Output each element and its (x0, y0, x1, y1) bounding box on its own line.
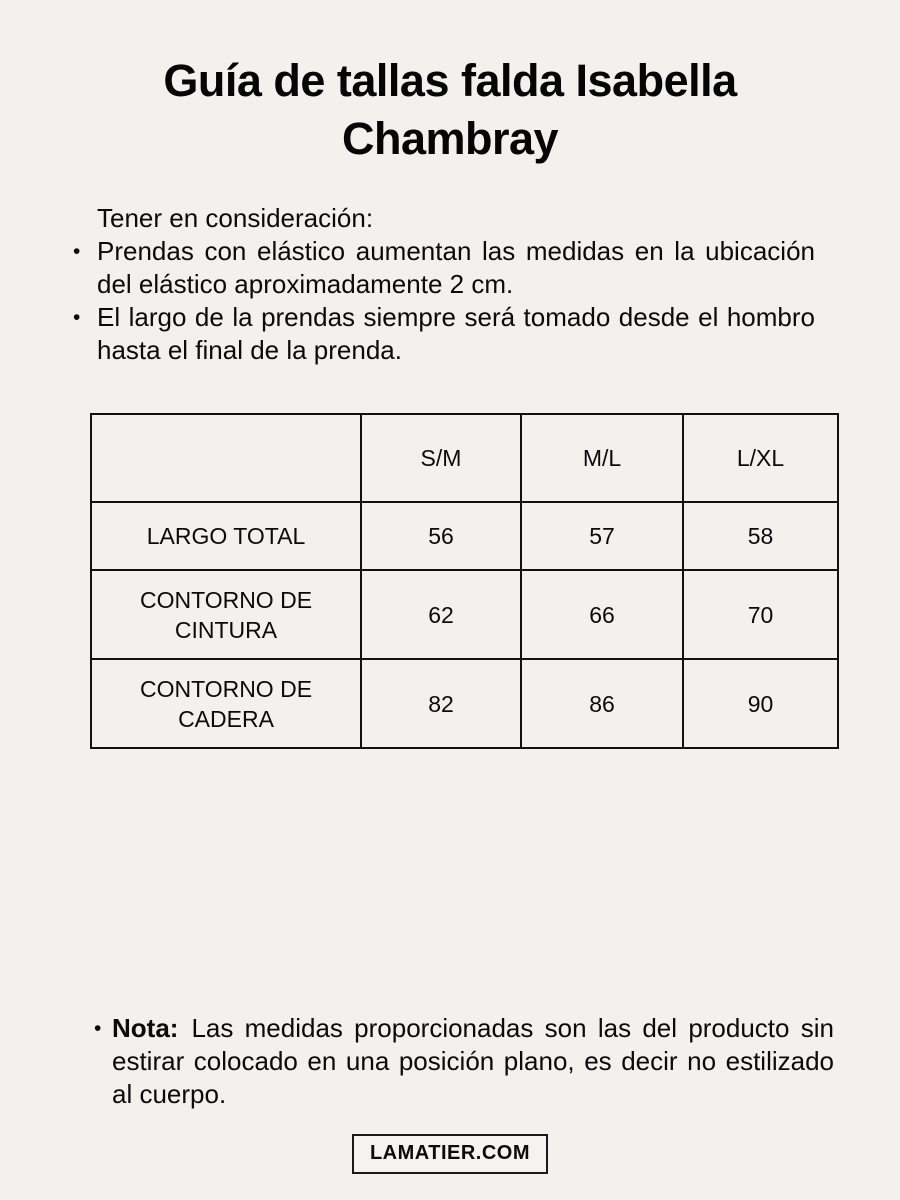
bullet-icon: • (94, 1017, 102, 1040)
note-text (112, 1012, 834, 1111)
consideration-item-text: Prendas con elástico aumentan las medidas en la ubicación del elástico aproximadamente 2 cm. (97, 236, 815, 299)
bullet-icon: • (73, 240, 81, 263)
table-cell: 58 (683, 502, 838, 570)
footer (0, 1134, 900, 1174)
table-cell: 62 (361, 570, 521, 659)
size-table-column-header: L/XL (683, 414, 838, 502)
table-row (91, 570, 838, 659)
table-row (91, 659, 838, 748)
size-table-corner-cell (91, 414, 361, 502)
consideration-item (70, 235, 815, 301)
consideration-item (70, 301, 815, 367)
note-body: Las medidas proporcionadas son las del producto sin estirar colocado en una posición plano, es decir no estilizado al cuerpo. (112, 1013, 834, 1109)
table-cell: 57 (521, 502, 683, 570)
note-section (90, 1012, 834, 1111)
table-cell: 86 (521, 659, 683, 748)
row-label: CONTORNO DE CINTURA (91, 570, 361, 659)
table-cell: 66 (521, 570, 683, 659)
row-label: LARGO TOTAL (91, 502, 361, 570)
row-label: CONTORNO DE CADERA (91, 659, 361, 748)
consideration-item-text: El largo de la prendas siempre será tomado desde el hombro hasta el final de la prenda. (97, 302, 815, 365)
page-title (0, 52, 900, 168)
page-title-line-2: Chambray (341, 113, 559, 164)
size-table-header-row (91, 414, 838, 502)
table-cell: 82 (361, 659, 521, 748)
considerations-section (70, 202, 815, 367)
table-cell: 70 (683, 570, 838, 659)
note-label: Nota: (112, 1013, 179, 1043)
table-row (91, 502, 838, 570)
size-table-column-header: S/M (361, 414, 521, 502)
size-table (90, 413, 839, 749)
brand-badge: LAMATIER.COM (352, 1134, 548, 1174)
bullet-icon: • (73, 306, 81, 329)
table-cell: 90 (683, 659, 838, 748)
size-table-column-header: M/L (521, 414, 683, 502)
considerations-intro: Tener en consideración: (97, 203, 374, 233)
table-cell: 56 (361, 502, 521, 570)
page-title-line-1: Guía de tallas falda Isabella (163, 55, 737, 106)
